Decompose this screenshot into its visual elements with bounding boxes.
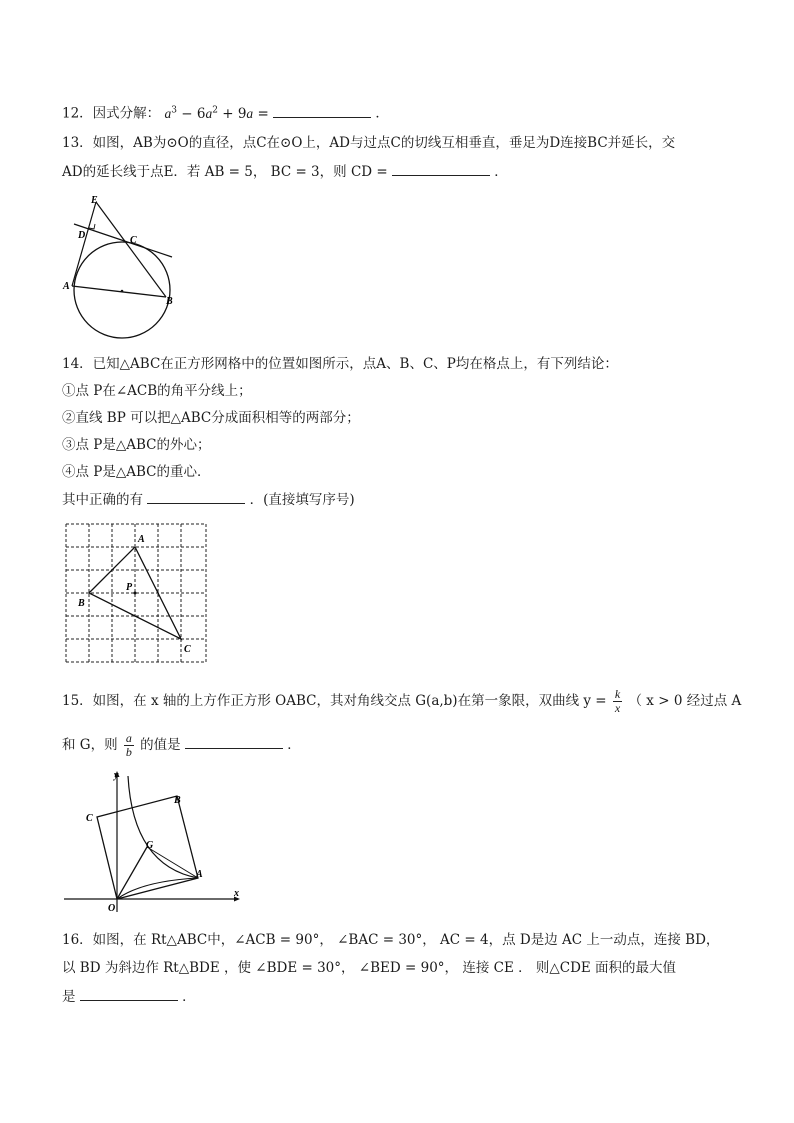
q12-text: 12．因式分解： — [62, 105, 161, 122]
q15-tail: ． — [287, 737, 301, 753]
q13-figure — [60, 192, 185, 342]
q14-label-a: A — [138, 534, 145, 545]
q16-line3 — [62, 986, 196, 1007]
q15-frac-numerator: k — [614, 687, 621, 701]
q13-tail: ． — [494, 164, 508, 180]
q15-fraction-a-over-b — [124, 732, 134, 759]
q15-label-c: C — [86, 813, 93, 824]
q14-point-p — [134, 592, 137, 595]
q15-segment-ga — [147, 847, 198, 878]
q13-diameter-ab — [72, 286, 166, 297]
q15-label-g: G — [146, 840, 154, 851]
q15-line2-tail: 的值是 — [140, 737, 181, 753]
q15-frac2-numerator: a — [125, 731, 132, 745]
q16-line3-text: 是 — [62, 989, 76, 1005]
q14-label-b: B — [78, 598, 85, 609]
q14-label-c: C — [184, 644, 191, 655]
q15-line2 — [62, 732, 301, 759]
q13-label-b: B — [166, 296, 173, 307]
q13-answer-blank[interactable] — [392, 161, 490, 176]
q13-label-c: C — [130, 235, 137, 246]
q13-line2 — [62, 161, 508, 182]
q14-item-3: ③点 P是△ABC的外心； — [62, 437, 211, 453]
q14-answer-prefix: 其中正确的有 — [62, 492, 143, 508]
q15-frac2-denominator: b — [125, 745, 132, 759]
q12-tail: ． — [375, 105, 389, 122]
q16-answer-blank[interactable] — [80, 986, 178, 1001]
q14-answer-line — [62, 489, 355, 510]
q13-label-e: E — [91, 195, 98, 206]
q15-figure — [62, 766, 247, 916]
q13-line-ae — [72, 202, 96, 286]
q15-line2-text: 和 G，则 — [62, 737, 118, 753]
q14-item-1: ①点 P在∠ACB的角平分线上； — [62, 383, 252, 399]
q15-label-o: O — [108, 903, 116, 914]
q14-answer-blank[interactable] — [147, 489, 245, 504]
q14-grid-figure — [62, 520, 212, 666]
q15-label-x: x — [234, 888, 239, 899]
q13-label-d: D — [78, 230, 86, 241]
q15-answer-blank[interactable] — [185, 734, 283, 749]
q15-fraction-k-over-x — [613, 688, 622, 715]
q12-line — [62, 100, 389, 124]
q14-item-2: ②直线 BP 可以把△ABC分成面积相等的两部分； — [62, 410, 360, 426]
q14-line1: 14．已知△ABC在正方形网格中的位置如图所示，点A、B、C、P均在格点上，有下列结论： — [62, 356, 618, 372]
q14-answer-suffix: ．(直接填写序号) — [249, 492, 355, 508]
q15-line1-tail: （ x > 0 经过点 A — [628, 693, 742, 709]
q13-line2-text: AD的延长线于点E．若 AB = 5， BC = 3，则 CD = — [62, 164, 388, 180]
q15-frac-denominator: x — [614, 701, 621, 715]
q15-label-b: B — [174, 795, 181, 806]
q13-line1: 13．如图，AB为⊙O的直径，点C在⊙O上，AD与过点C的切线互相垂直，垂足为D连接BC并延长，交 — [62, 135, 676, 151]
q14-item-4: ④点 P是△ABC的重心． — [62, 464, 211, 480]
q16-line1: 16．如图，在 Rt△ABC中，∠ACB = 90°， ∠BAC = 30°， AC = 4，点 D是边 AC 上一动点，连接 BD， — [62, 932, 720, 948]
q14-label-p: P — [126, 582, 133, 593]
q13-label-a: A — [63, 281, 70, 292]
q13-center-o — [121, 290, 124, 293]
q12-answer-blank[interactable] — [273, 103, 371, 118]
q13-line-eb — [96, 202, 166, 297]
q15-line1-text: 15．如图，在 x 轴的上方作正方形 OABC，其对角线交点 G(a,b)在第一象限，双曲线 y = — [62, 693, 607, 709]
q15-line1 — [62, 688, 741, 715]
q16-tail: ． — [182, 989, 196, 1005]
q12-expression: $a^3 - 6a^2 + 9a$ = — [164, 105, 274, 122]
q15-label-y: y — [114, 770, 119, 781]
q15-label-a: A — [196, 869, 203, 880]
q16-line2: 以 BD 为斜边作 Rt△BDE ，使 ∠BDE = 30°， ∠BED = 90°， 连接 CE ． 则△CDE 面积的最大值 — [62, 960, 677, 976]
